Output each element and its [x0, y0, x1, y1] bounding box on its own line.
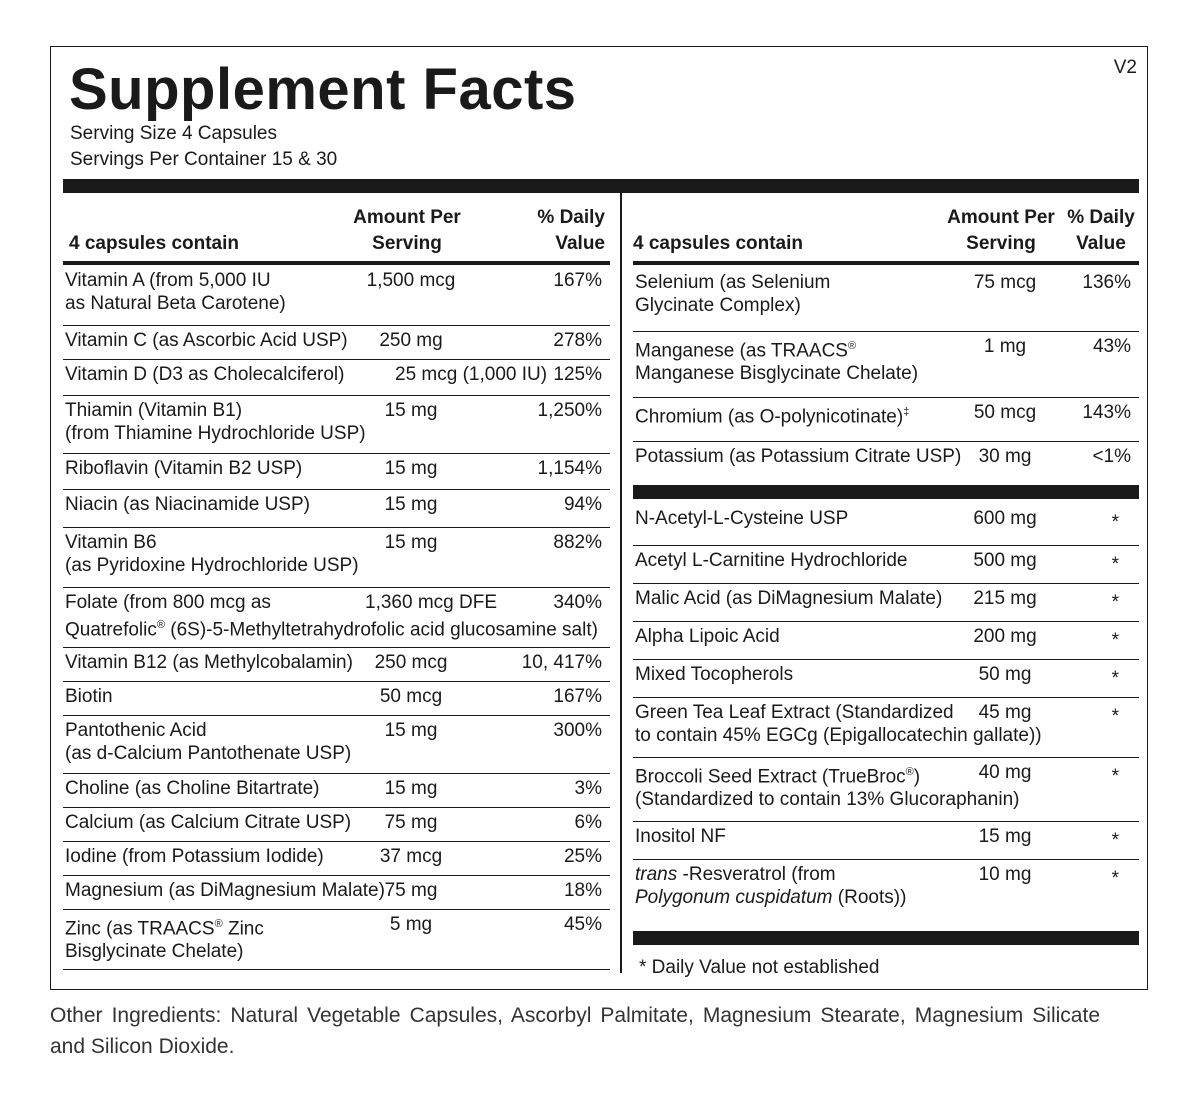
undefined-row	[633, 859, 1139, 929]
undefined-row	[633, 621, 1139, 660]
footnote: * Daily Value not established	[639, 957, 880, 978]
undefined-row	[633, 821, 1139, 860]
nutrient-name-line1	[65, 363, 344, 386]
daily-value: *	[1111, 554, 1119, 575]
nutrient-name-line2	[635, 724, 1042, 747]
nutrient-name-text: Vitamin C (as Ascorbic Acid USP)	[65, 330, 348, 351]
nutrient-name-text: Alpha Lipoic Acid	[635, 626, 780, 647]
daily-value: *	[1111, 830, 1119, 851]
nutrient-name-line2	[65, 742, 351, 765]
daily-value: *	[1111, 868, 1119, 889]
left-header-dv	[511, 205, 605, 257]
nutrient-name	[635, 271, 830, 317]
amount-per-serving: 15 mg	[384, 458, 438, 479]
nutrient-name	[65, 493, 310, 516]
amount-per-serving: 1,500 mcg	[366, 270, 456, 291]
daily-value: 1,154%	[537, 458, 602, 479]
daily-value: 143%	[1082, 402, 1131, 423]
trademark-symbol: ®	[847, 340, 857, 352]
amount-per-serving: 75 mcg	[973, 272, 1037, 293]
nutrient-name	[65, 363, 344, 386]
daily-value: 25%	[563, 846, 602, 867]
serving-size: Serving Size 4 Capsules	[70, 123, 277, 144]
nutrient-name-line1	[65, 811, 351, 834]
amount-per-serving: 15 mg	[384, 532, 438, 553]
nutrient-name-line1	[65, 777, 320, 800]
daily-value: 1,250%	[537, 400, 602, 421]
daily-value: 3%	[574, 778, 602, 799]
nutrient-name	[635, 549, 907, 572]
undefined-row	[63, 909, 610, 970]
amount-per-serving: 50 mcg	[973, 402, 1037, 423]
nutrient-name-text: Riboflavin (Vitamin B2 USP)	[65, 458, 303, 479]
daily-value: 125%	[553, 364, 602, 385]
nutrient-name-line2	[635, 294, 830, 317]
undefined-row	[633, 441, 1139, 481]
daily-value: 94%	[563, 494, 602, 515]
undefined-row	[63, 325, 610, 360]
nutrient-name-line2	[635, 788, 1019, 811]
nutrient-name-line1	[65, 685, 113, 708]
nutrient-name-text: Choline (as Choline Bitartrate)	[65, 778, 320, 799]
nutrient-name-text: Zinc	[222, 918, 264, 940]
amount-per-serving: 75 mg	[384, 880, 438, 901]
nutrient-name	[65, 269, 286, 315]
nutrient-name-line1	[635, 625, 780, 648]
middle-thick-bar	[633, 485, 1139, 499]
nutrient-name-line1	[635, 863, 906, 886]
nutrient-name-text: Folate (from 800 mcg as	[65, 592, 271, 613]
nutrient-name	[65, 591, 598, 641]
amount-per-serving: 250 mcg	[374, 652, 448, 673]
daily-value: 10, 417%	[521, 652, 602, 673]
trademark-symbol: ®	[156, 619, 165, 631]
undefined-row	[63, 359, 610, 396]
undefined-row	[63, 489, 610, 528]
daily-value: *	[1111, 512, 1119, 533]
nutrient-name-line2	[635, 362, 918, 385]
right-column	[633, 193, 1139, 983]
amount-per-serving: 1,360 mcg DFE	[365, 592, 497, 613]
daily-value: 43%	[1092, 336, 1131, 357]
nutrient-name-text: Chromium (as O-polynicotinate)	[635, 406, 904, 428]
nutrient-name	[635, 625, 780, 648]
left-header-amount-l2: Serving	[372, 233, 442, 254]
daily-value: *	[1111, 706, 1119, 727]
servings-per-container: Servings Per Container 15 & 30	[70, 149, 338, 170]
nutrient-name-line1	[65, 719, 351, 742]
amount-per-serving: 250 mg	[379, 330, 443, 351]
nutrient-name-line2	[65, 422, 366, 445]
amount-per-serving: 15 mg	[384, 778, 438, 799]
nutrient-name	[635, 335, 918, 385]
nutrient-name-line1	[65, 269, 286, 292]
trademark-symbol: ‡	[903, 406, 910, 418]
daily-value: 45%	[563, 914, 602, 935]
undefined-row	[63, 265, 610, 326]
column-divider	[620, 193, 622, 973]
right-header-amount-l1: Amount Per	[947, 207, 1055, 228]
amount-per-serving: 1 mg	[983, 336, 1027, 357]
left-header-dv-l2: Value	[555, 233, 605, 254]
amount-per-serving: 75 mg	[384, 812, 438, 833]
nutrient-name	[65, 777, 320, 800]
nutrient-name-line2	[65, 614, 598, 641]
nutrient-name	[635, 587, 942, 610]
undefined-row	[63, 681, 610, 716]
daily-value: 6%	[574, 812, 602, 833]
nutrient-name-text: Quatrefolic	[65, 619, 157, 641]
nutrient-name-text: Vitamin B6	[65, 532, 157, 553]
nutrient-name-text: N-Acetyl-L-Cysteine USP	[635, 508, 849, 529]
amount-per-serving: 50 mg	[978, 664, 1032, 685]
nutrient-name-text: (Standardized to contain 13% Glucoraphanin)	[635, 789, 1020, 811]
nutrient-name-line2	[635, 886, 906, 909]
nutrient-name-text: Selenium (as Selenium	[635, 272, 831, 293]
undefined-row	[633, 397, 1139, 442]
daily-value: 300%	[553, 720, 602, 741]
left-column	[63, 193, 610, 973]
daily-value: <1%	[1092, 446, 1131, 467]
nutrient-name-text: (from Thiamine Hydrochloride USP)	[65, 423, 366, 444]
nutrient-name-text: Mixed Tocopherols	[635, 664, 794, 685]
daily-value: *	[1111, 630, 1119, 651]
nutrient-name-text: to contain 45% EGCg (Epigallocatechin gallate))	[635, 725, 1042, 746]
nutrient-name-text: Calcium (as Calcium Citrate USP)	[65, 812, 352, 833]
amount-per-serving: 30 mg	[978, 446, 1032, 467]
daily-value: 136%	[1082, 272, 1131, 293]
undefined-row	[633, 659, 1139, 698]
nutrient-name	[635, 507, 848, 530]
other-ingredients: Other Ingredients: Natural Vegetable Capsules, Ascorbyl Palmitate, Magnesium Stearate, Magnesium Silicate and Silicon Dioxide.	[50, 1004, 1100, 1058]
nutrient-name-text: Niacin (as Niacinamide USP)	[65, 494, 310, 515]
left-header-contents: 4 capsules contain	[69, 233, 240, 254]
nutrient-name-line2	[65, 554, 359, 577]
nutrient-name-line1	[65, 913, 264, 940]
nutrient-name	[65, 651, 353, 674]
nutrient-name-text: Vitamin B12 (as Methylcobalamin)	[65, 652, 353, 673]
nutrient-name	[65, 845, 324, 868]
nutrient-name-line1	[635, 507, 848, 530]
amount-per-serving: 25 mcg (1,000 IU)	[395, 364, 548, 385]
undefined-row	[63, 807, 610, 842]
daily-value: *	[1111, 668, 1119, 689]
nutrient-name	[635, 863, 906, 909]
trademark-symbol: ®	[905, 766, 914, 778]
nutrient-name-italic: trans	[635, 864, 678, 885]
undefined-row	[633, 757, 1139, 822]
nutrient-name-line1	[65, 493, 310, 516]
amount-per-serving: 15 mg	[384, 720, 438, 741]
nutrient-name	[65, 685, 113, 708]
version-label: V2	[1113, 57, 1137, 78]
nutrient-name-line1	[65, 329, 348, 352]
nutrient-name-line1	[635, 663, 793, 686]
nutrient-name	[65, 457, 302, 480]
daily-value: *	[1111, 766, 1119, 787]
daily-value: 167%	[553, 686, 602, 707]
undefined-row	[63, 875, 610, 910]
daily-value: 278%	[553, 330, 602, 351]
nutrient-name-text: Malic Acid (as DiMagnesium Malate)	[635, 588, 943, 609]
nutrient-name-text: (as Pyridoxine Hydrochloride USP)	[65, 555, 359, 576]
nutrient-name-text: Magnesium (as DiMagnesium Malate)	[65, 880, 385, 901]
nutrient-name-text: Vitamin A (from 5,000 IU	[65, 270, 271, 291]
nutrient-name-line2	[65, 292, 286, 315]
nutrient-name-text: (as d-Calcium Pantothenate USP)	[65, 743, 352, 764]
nutrient-name-line1	[635, 825, 726, 848]
amount-per-serving: 37 mcg	[379, 846, 443, 867]
undefined-row	[633, 267, 1139, 332]
nutrient-name-italic: Polygonum cuspidatum	[635, 887, 833, 908]
nutrient-name-text: Manganese (as TRAACS	[635, 340, 848, 362]
panel-title: Supplement Facts	[69, 57, 577, 122]
nutrient-name-text: -Resveratrol (from	[677, 864, 836, 885]
right-header-dv-l2: Value	[1076, 233, 1126, 254]
nutrient-name	[635, 825, 726, 848]
nutrient-name-text: Pantothenic Acid	[65, 720, 207, 741]
undefined-row	[63, 647, 610, 682]
amount-per-serving: 40 mg	[978, 762, 1032, 783]
nutrient-name-text: )	[913, 766, 921, 788]
undefined-row	[63, 773, 610, 808]
undefined-row	[633, 503, 1139, 546]
amount-per-serving: 215 mg	[973, 588, 1037, 609]
undefined-row	[63, 453, 610, 490]
amount-per-serving: 600 mg	[973, 508, 1037, 529]
undefined-row	[633, 331, 1139, 398]
nutrient-name-line2	[65, 940, 264, 963]
nutrient-name	[65, 913, 264, 963]
left-header-amount-l1: Amount Per	[353, 207, 461, 228]
daily-value: 882%	[553, 532, 602, 553]
amount-per-serving: 15 mg	[384, 400, 438, 421]
nutrient-name-text: Vitamin D (D3 as Cholecalciferol)	[65, 364, 345, 385]
nutrient-name	[65, 811, 351, 834]
right-header-dv-l1: % Daily	[1067, 207, 1135, 228]
amount-per-serving: 15 mg	[384, 494, 438, 515]
nutrient-name-line1	[635, 335, 918, 362]
nutrient-name-text: Bisglycinate Chelate)	[65, 941, 244, 963]
nutrient-name-line1	[65, 651, 353, 674]
right-header-amount-l2: Serving	[966, 233, 1036, 254]
top-thick-bar	[63, 179, 1139, 193]
undefined-row	[63, 715, 610, 774]
nutrient-name-line1	[635, 587, 942, 610]
amount-per-serving: 10 mg	[978, 864, 1032, 885]
nutrient-name-text: Green Tea Leaf Extract (Standardized	[635, 702, 954, 723]
right-header-amount	[943, 205, 1059, 257]
undefined-row	[63, 587, 610, 648]
nutrient-name	[635, 663, 793, 686]
undefined-row	[63, 841, 610, 876]
amount-per-serving: 500 mg	[973, 550, 1037, 571]
nutrient-name-line1	[635, 271, 830, 294]
nutrient-name-text: Zinc (as TRAACS	[65, 918, 215, 940]
undefined-row	[633, 545, 1139, 584]
nutrient-name-text: Inositol NF	[635, 826, 726, 847]
right-header-contents: 4 capsules contain	[633, 233, 804, 254]
nutrient-name-line1	[65, 591, 598, 614]
nutrient-name-text: (6S)-5-Methyltetrahydrofolic acid glucosamine salt)	[164, 619, 598, 641]
nutrient-name-text: Acetyl L-Carnitine Hydrochloride	[635, 550, 908, 571]
nutrient-name-text: Potassium (as Potassium Citrate USP)	[635, 446, 962, 467]
supplement-facts-panel	[50, 46, 1148, 990]
nutrient-name	[635, 401, 909, 428]
undefined-row	[63, 395, 610, 454]
bottom-thick-bar	[633, 931, 1139, 945]
nutrient-name-text: as Natural Beta Carotene)	[65, 293, 286, 314]
left-header-amount	[345, 205, 469, 257]
right-header-rule	[633, 261, 1139, 265]
amount-per-serving: 50 mcg	[379, 686, 443, 707]
nutrient-name-line1	[65, 457, 302, 480]
daily-value: 18%	[563, 880, 602, 901]
nutrient-name-text: Thiamin (Vitamin B1)	[65, 400, 243, 421]
daily-value: *	[1111, 592, 1119, 613]
daily-value: 340%	[553, 592, 602, 613]
undefined-row	[633, 697, 1139, 758]
nutrient-name	[65, 329, 348, 352]
nutrient-name-text: Manganese Bisglycinate Chelate)	[635, 363, 919, 385]
nutrient-name	[65, 719, 351, 765]
trademark-symbol: ®	[214, 918, 223, 930]
right-header-dv	[1061, 205, 1141, 257]
nutrient-name-line1	[635, 549, 907, 572]
undefined-row	[633, 583, 1139, 622]
nutrient-name-line1	[635, 401, 909, 428]
nutrient-name-text: Iodine (from Potassium Iodide)	[65, 846, 324, 867]
undefined-row	[63, 527, 610, 588]
nutrient-name-text: Broccoli Seed Extract (TrueBroc	[635, 766, 906, 788]
amount-per-serving: 45 mg	[978, 702, 1032, 723]
amount-per-serving: 5 mg	[389, 914, 433, 935]
nutrient-name-text: (Roots))	[832, 887, 907, 908]
amount-per-serving: 200 mg	[973, 626, 1037, 647]
left-header-dv-l1: % Daily	[537, 207, 605, 228]
nutrient-name-text: Biotin	[65, 686, 113, 707]
nutrient-name-line1	[65, 845, 324, 868]
daily-value: 167%	[553, 270, 602, 291]
amount-per-serving: 15 mg	[978, 826, 1032, 847]
nutrient-name-text: Glycinate Complex)	[635, 295, 801, 316]
